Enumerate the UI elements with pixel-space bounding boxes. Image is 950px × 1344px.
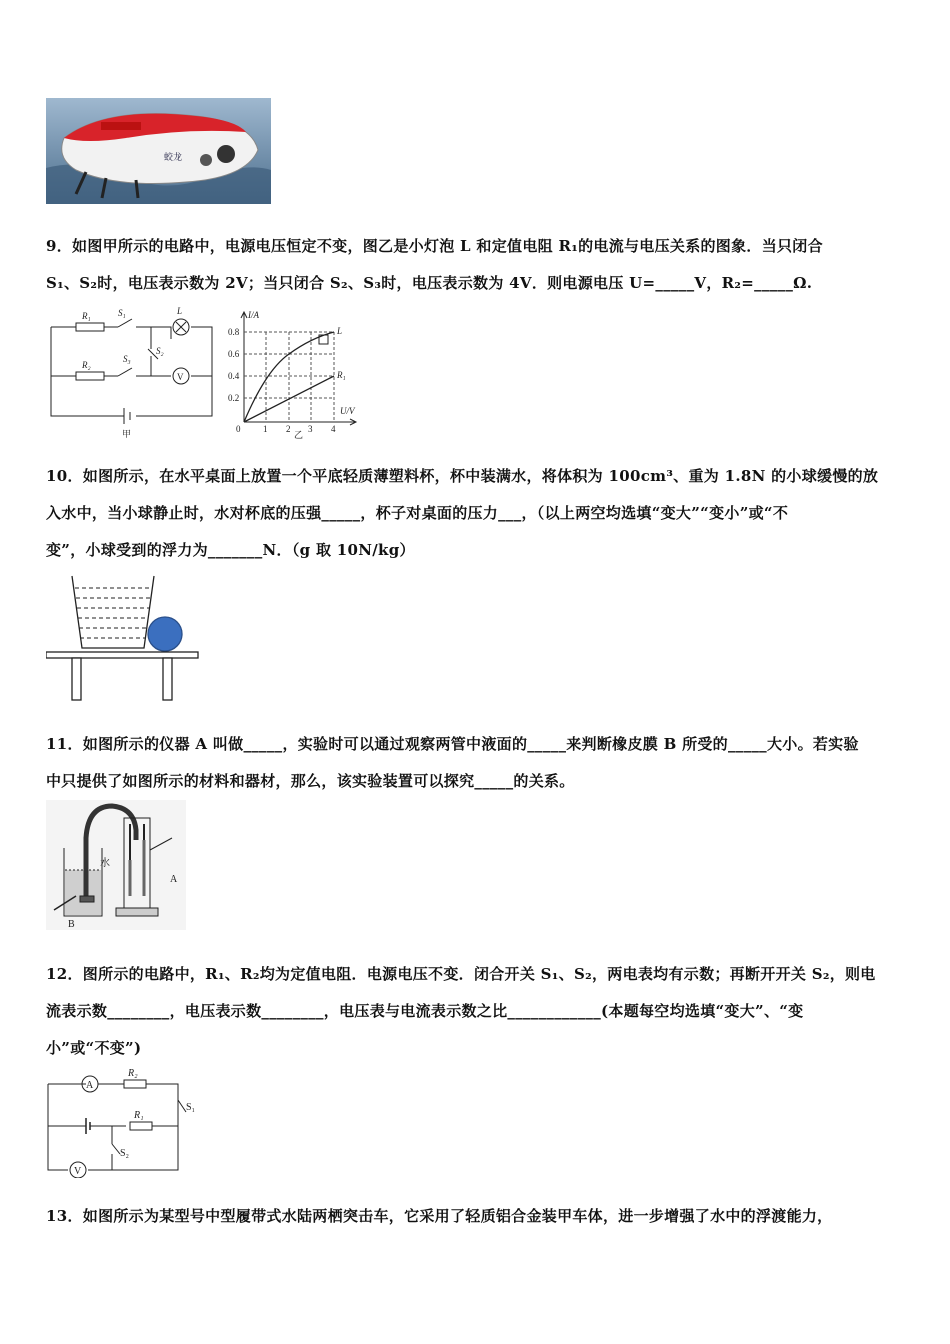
q11-line2: 中只提供了如图所示的材料和器材，那么，该实验装置可以探究_____的关系。 [46,772,575,790]
q11-label-water: 水 [100,858,110,869]
q12-circuit-diagram [46,1066,206,1178]
q11-label-a: A [170,874,178,885]
q13-line1: 13．如图所示为某型号中型履带式水陆两栖突击车，它采用了轻质铝合金装甲车体，进一步增强了水中的浮渡能力， [46,1207,833,1225]
q9-graph-ylabel: I/A [248,310,259,320]
q10-line2: 入水中，当小球静止时，水对杯底的压强_____，杯子对桌面的压力___，（以上两空均选填“变大”“变小”或“不 [46,504,789,522]
q9-line1: 9．如图甲所示的电路中，电源电压恒定不变，图乙是小灯泡 L 和定值电阻 R₁的电流与电压关系的图象．当只闭合 [46,237,823,255]
q9-line2: S₁、S₂时，电压表示数为 2V；当只闭合 S₂、S₃时，电压表示数为 4V．则电源电压 U=_____V，R₂=_____Ω. [46,274,813,292]
q9-xtick-1: 1 [263,424,268,434]
q11-pressure-gauge-figure [46,800,186,930]
q9-ytick-0.4: 0.4 [228,371,240,381]
photo-label: 蛟龙 [164,152,183,162]
q9-label-r2: R₂ [82,360,91,370]
q12-line2: 流表示数________，电压表示数________，电压表与电流表示数之比____________(本题每空均选填“变大”、“变 [46,1002,804,1020]
q9-caption-jia: 甲 [122,429,132,439]
q10-line1: 10．如图所示，在水平桌面上放置一个平底轻质薄塑料杯，杯中装满水，将体积为 100cm³、重为 1.8N 的小球缓慢的放 [46,467,879,485]
q9-circuit-diagram [46,304,216,440]
q9-caption-yi: 乙 [294,430,304,440]
q12-label-s1: S₁ [186,1102,196,1113]
question-11 [46,726,906,800]
q12-label-r1: R₁ [134,1110,144,1121]
q9-xtick-0: 0 [236,424,241,434]
q10-line3: 变”，小球受到的浮力为_______N．（g 取 10N/kg） [46,541,415,559]
q12-label-voltmeter: V [74,1166,82,1177]
q9-ytick-0.8: 0.8 [228,327,240,337]
q12-label-r2: R₂ [128,1068,138,1079]
q9-iu-graph [228,304,368,440]
submersible-photo [46,98,271,204]
q12-line1: 12．图所示的电路中，R₁、R₂均为定值电阻．电源电压不变．闭合开关 S₁、S₂，两电表均有示数；再断开开关 S₂，则电 [46,965,876,983]
q9-curve-label-l: L [337,326,343,336]
q10-cup-ball-figure [46,572,204,704]
q12-line3: 小”或“不变”) [46,1039,142,1057]
question-10 [46,458,906,569]
q9-label-voltmeter: V [177,372,184,382]
q12-label-ammeter: A [86,1080,94,1091]
q9-label-s3: S₃ [123,354,131,364]
question-13 [46,1198,906,1235]
q9-ytick-0.2: 0.2 [228,393,240,403]
q9-curve-label-r1: R₁ [337,370,346,380]
q9-ytick-0.6: 0.6 [228,349,240,359]
question-12 [46,956,906,1067]
q9-label-s1: S₁ [118,308,126,318]
q9-xtick-4: 4 [331,424,336,434]
q11-label-b: B [68,919,75,930]
q12-label-s2: S₂ [120,1148,130,1159]
q11-line1: 11．如图所示的仪器 A 叫做_____，实验时可以通过观察两管中液面的_____来判断橡皮膜 B 所受的_____大小。若实验 [46,735,859,753]
q9-label-lamp: L [177,306,183,316]
q9-label-s2: S₂ [156,346,164,356]
question-9 [46,228,906,302]
q9-xtick-2: 2 [286,424,291,434]
q9-label-r1: R₁ [82,311,91,321]
q9-graph-xlabel: U/V [340,406,355,416]
q9-xtick-3: 3 [308,424,313,434]
